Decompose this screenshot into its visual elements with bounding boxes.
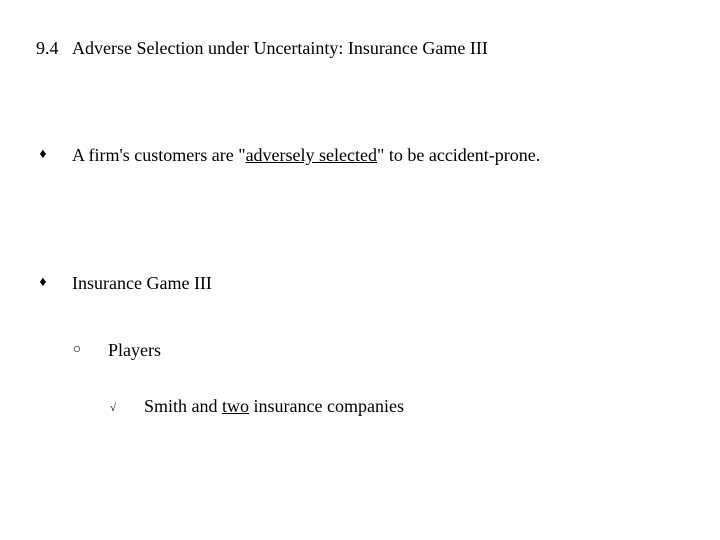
check-bullet-icon: √	[109, 402, 117, 414]
sub-sub-bullet-text	[144, 395, 404, 417]
bullet-text: Insurance Game III	[72, 273, 212, 293]
circle-bullet-icon: ○	[72, 342, 82, 357]
bullet-text-part: Smith and	[144, 396, 223, 416]
diamond-bullet-icon: ♦	[39, 275, 47, 290]
section-title: Adverse Selection under Uncertainty: Insurance Game III	[72, 38, 488, 58]
bullet-text-part: A firm's customers are "	[72, 145, 246, 165]
diamond-bullet-icon: ♦	[39, 147, 47, 162]
section-number: 9.4	[36, 38, 59, 58]
slide-title	[36, 38, 488, 59]
underlined-term: two	[222, 396, 250, 416]
bullet-text-part: " to be accident-prone.	[377, 145, 541, 165]
sub-bullet-text: Players	[108, 340, 161, 360]
bullet-text-part: insurance companies	[249, 396, 404, 416]
bullet-text	[72, 144, 540, 166]
underlined-term: adversely selected	[245, 145, 377, 165]
